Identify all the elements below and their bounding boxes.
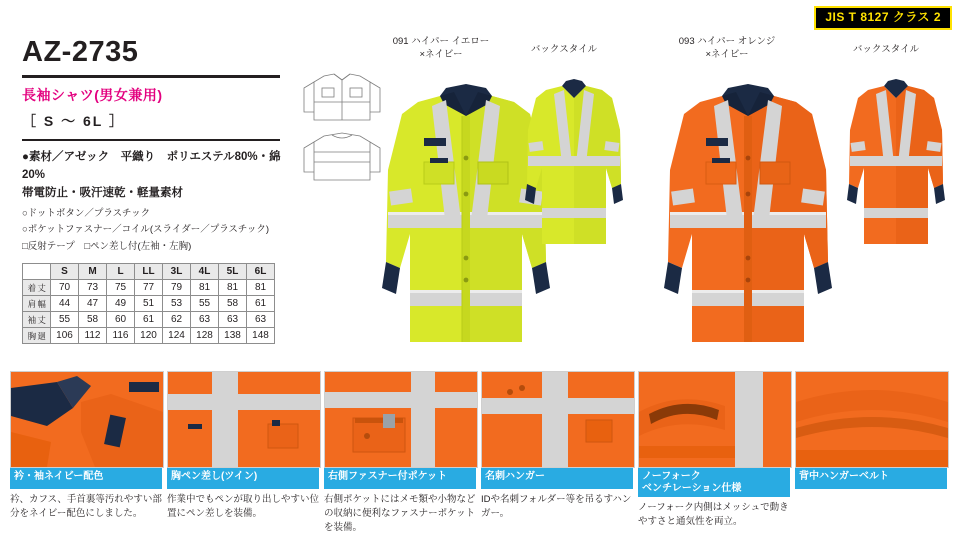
cell: 61: [135, 312, 163, 328]
caption-back-yellow: バックスタイル: [530, 44, 598, 55]
feature-desc: 衿、カフス、手首裏等汚れやすい部分をネイビー配色にしました。: [10, 494, 162, 519]
feature-photo-back-hanger-belt: [795, 371, 949, 468]
cell: 49: [107, 296, 135, 312]
size-col-l: L: [107, 264, 135, 280]
feature-desc: 右側ポケットにはメモ類や小物などの収納に便利なファスナーポケットを装備。: [324, 494, 476, 533]
size-col-6l: 6L: [247, 264, 275, 280]
feature-item: [10, 371, 162, 546]
cell: 63: [191, 312, 219, 328]
size-col-m: M: [79, 264, 107, 280]
cell: 61: [247, 296, 275, 312]
size-table: [22, 263, 275, 344]
size-col-ll: LL: [135, 264, 163, 280]
cell: 63: [219, 312, 247, 328]
caption-front-orange: 093 ハイパー オレンジ ×ネイビー: [678, 36, 776, 60]
divider-thick: [22, 75, 280, 78]
feature-item: [167, 371, 319, 546]
cell: 128: [191, 328, 219, 344]
size-col-3l: 3L: [163, 264, 191, 280]
feature-item: [638, 371, 790, 546]
cell: 53: [163, 296, 191, 312]
cell: 116: [107, 328, 135, 344]
row-label-sleeve: 袖 丈: [23, 312, 51, 328]
feature-photo-norfolk-vent: [638, 371, 792, 468]
cell: 47: [79, 296, 107, 312]
feature-item: [324, 371, 476, 546]
size-col-5l: 5L: [219, 264, 247, 280]
feature-desc: ノーフォーク内側はメッシュで動きやすさと通気性を両立。: [638, 502, 789, 527]
cell: 75: [107, 280, 135, 296]
product-code: AZ-2735: [22, 36, 139, 68]
cell: 81: [191, 280, 219, 296]
feature-item: [481, 371, 633, 546]
table-row: [23, 312, 275, 328]
cell: 55: [51, 312, 79, 328]
cell: 55: [191, 296, 219, 312]
caption-front-yellow: 091 ハイパー イエロー ×ネイビー: [392, 36, 490, 60]
row-label-length: 着 丈: [23, 280, 51, 296]
cell: 79: [163, 280, 191, 296]
cell: 70: [51, 280, 79, 296]
cell: 58: [219, 296, 247, 312]
feature-label: 衿・袖ネイビー配色: [10, 468, 162, 489]
feature-photo-zip-pocket: [324, 371, 478, 468]
cell: 120: [135, 328, 163, 344]
cell: 106: [51, 328, 79, 344]
feature-photo-collar: [10, 371, 164, 468]
cell: 51: [135, 296, 163, 312]
feature-label: ノーフォーク ベンチレーション仕様: [638, 468, 790, 497]
cell: 58: [79, 312, 107, 328]
garment-back-hyper-yellow: [516, 68, 632, 258]
cell: 63: [247, 312, 275, 328]
divider-thin: [22, 139, 280, 141]
feature-item: [795, 371, 947, 546]
cell: 138: [219, 328, 247, 344]
cell: 44: [51, 296, 79, 312]
feature-photo-card-hanger: [481, 371, 635, 468]
cell: 62: [163, 312, 191, 328]
feature-label: 胸ペン差し(ツイン): [167, 468, 319, 489]
cell: 81: [219, 280, 247, 296]
feature-photo-pen-pocket: [167, 371, 321, 468]
table-row: [23, 296, 275, 312]
product-subtitle: 長袖シャツ(男女兼用): [22, 87, 163, 103]
size-col-4l: 4L: [191, 264, 219, 280]
spec-line-3: □反射テープ □ペン差し付(左袖・左胸): [22, 240, 192, 252]
garment-front-hyper-orange: [648, 62, 848, 362]
table-corner: [23, 264, 51, 280]
row-label-chest: 胸 廻: [23, 328, 51, 344]
product-info-panel: [22, 36, 284, 344]
cell: 60: [107, 312, 135, 328]
material-line-2: 帯電防止・吸汗速乾・軽量素材: [22, 186, 183, 199]
size-col-s: S: [51, 264, 79, 280]
feature-label: 右側ファスナー付ポケット: [324, 468, 476, 489]
cell: 73: [79, 280, 107, 296]
table-row: [23, 280, 275, 296]
jis-standard-badge: JIS T 8127 クラス 2: [814, 6, 952, 30]
spec-line-2: ○ポケットファスナー／コイル(スライダー／プラスチック): [22, 224, 270, 236]
table-row: [23, 328, 275, 344]
feature-strip: [10, 371, 954, 546]
cell: 112: [79, 328, 107, 344]
cell: 148: [247, 328, 275, 344]
cell: 77: [135, 280, 163, 296]
feature-label: 背中ハンガーベルト: [795, 468, 947, 489]
feature-desc: IDや名刺フォルダー等を吊るすハンガー。: [481, 494, 632, 519]
row-label-shoulder: 肩 幅: [23, 296, 51, 312]
cell: 81: [247, 280, 275, 296]
table-header-row: [23, 264, 275, 280]
garment-back-hyper-orange: [838, 68, 954, 258]
feature-desc: 作業中でもペンが取り出しやすい位置にペン差しを装備。: [167, 494, 320, 519]
material-line-1: ●素材／アゼック 平織り ポリエステル80%・綿20%: [22, 151, 281, 181]
feature-label: 名刺ハンガー: [481, 468, 633, 489]
cell: 124: [163, 328, 191, 344]
product-size-range: ［ S ～ 6L ］: [22, 113, 125, 129]
caption-back-orange: バックスタイル: [852, 44, 920, 55]
spec-line-1: ○ドットボタン／プラスチック: [22, 208, 151, 220]
